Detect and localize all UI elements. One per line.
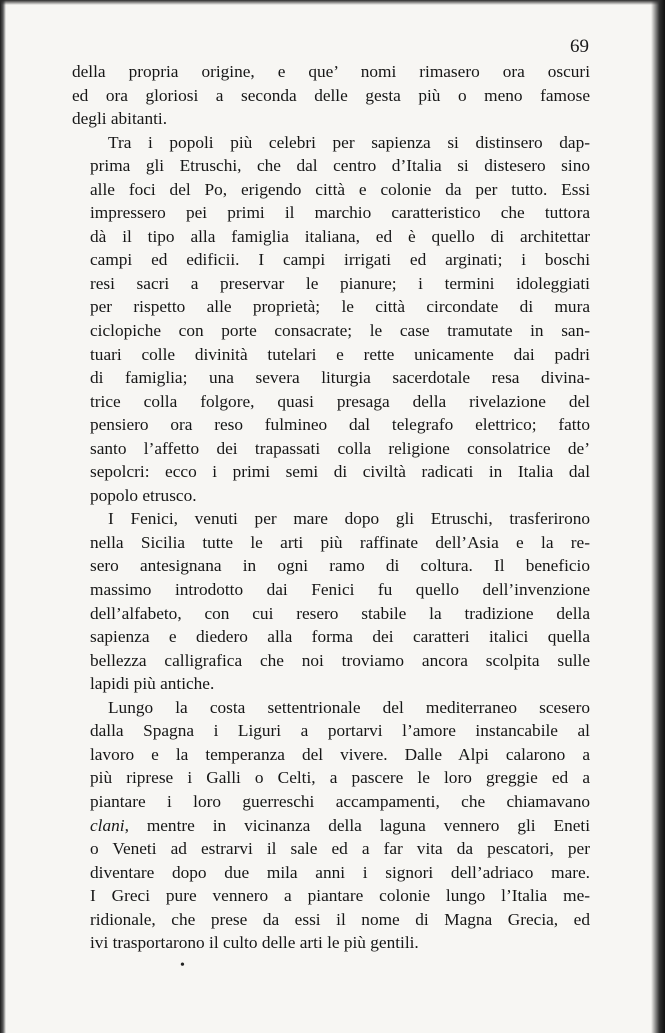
page-number: 69 [570,36,589,57]
text-line: dalla Spagna i Liguri a portarvi l’amore instancabile al [90,721,590,741]
text-line: nella Sicilia tutte le arti più raffinate dell’Asia e la re- [90,532,590,552]
text-line: massimo introdotto dai Fenici fu quello dell’invenzione [90,580,590,600]
text-line: bellezza calligrafica che noi troviamo ancora scolpita sulle [90,650,590,670]
text-line: ed ora gloriosi a seconda delle gesta più o meno famose [72,85,590,105]
text-line: lavoro e la temperanza del vivere. Dalle Alpi calarono a [90,744,590,764]
text-line: tuari colle divinità tutelari e rette unicamente dai padri [90,344,590,364]
text-line: Tra i popoli più celebri per sapienza si distinsero dap- [108,132,590,152]
text-line: degli abitanti. [72,109,168,129]
text-line: o Veneti ad estrarvi il sale ed a far vita da pescatori, per [90,839,590,859]
text-line: ridionale, che prese da essi il nome di Magna Grecia, ed [90,909,590,929]
page-top-edge [0,0,665,5]
footer-mark: • [180,958,185,973]
text-line: dell’alfabeto, con cui resero stabile la tradizione della [90,603,590,623]
text-line: ciclopiche con porte consacrate; le case tramutate in san- [90,321,590,341]
text-line: sepolcri: ecco i primi semi di civiltà radicati in Italia dal [90,462,590,482]
text-line: sero antesignana in ogni ramo di coltura. Il beneficio [90,556,590,576]
text-line: ivi trasportarono il culto delle arti le più gentili. [90,933,419,953]
text-line: piantare i loro guerreschi accampamenti, che chiamavano [90,791,590,811]
text-line: della propria origine, e que’ nomi rimasero ora oscuri [72,62,590,81]
text-line: trice colla folgore, quasi presaga della rivelazione del [90,391,590,411]
text-line: sapienza e diedero alla forma dei caratteri italici quella [90,627,590,647]
text-line: santo l’affetto dei trapassati colla religione consolatrice de’ [90,438,590,458]
text-line: clani, mentre in vicinanza della laguna vennero gli Eneti [90,815,590,835]
text-line: impressero pei primi il marchio caratteristico che tuttora [90,203,590,223]
text-line: I Fenici, venuti per mare dopo gli Etruschi, trasferirono [108,509,590,529]
text-line: prima gli Etruschi, che dal centro d’Italia si distesero sino [90,156,590,176]
text-line: più riprese i Galli o Celti, a pascere le loro greggie ed a [90,768,590,788]
paragraph-4 [72,696,590,955]
text-line: alle foci del Po, erigendo città e colonie da per tutto. Essi [90,179,590,199]
paragraph-2 [72,131,590,508]
italic-word: clani [90,815,125,835]
text-line: dà il tipo alla famiglia italiana, ed è quello di architettar [90,226,590,246]
body-text [72,60,590,955]
text-line: Lungo la costa settentrionale del mediterraneo scesero [108,697,590,717]
text-line: campi ed edificii. I campi irrigati ed arginati; i boschi [90,250,590,270]
text-line: pensiero ora reso fulmineo dal telegrafo elettrico; fatto [90,415,590,435]
paragraph-3 [72,507,590,695]
text-line: diventare dopo due mila anni i signori dell’adriaco mare. [90,862,590,882]
paragraph-1 [72,60,590,131]
text-line: di famiglia; una severa liturgia sacerdotale resa divina- [90,368,590,388]
text-line: resi sacri a preservar le pianure; i termini idoleggiati [90,273,590,293]
text-line: I Greci pure vennero a piantare colonie lungo l’Italia me- [90,886,590,906]
text-line: popolo etrusco. [90,485,197,505]
text-line: lapidi più antiche. [90,674,215,694]
text-line: per rispetto alle proprietà; le città circondate di mura [90,297,590,317]
